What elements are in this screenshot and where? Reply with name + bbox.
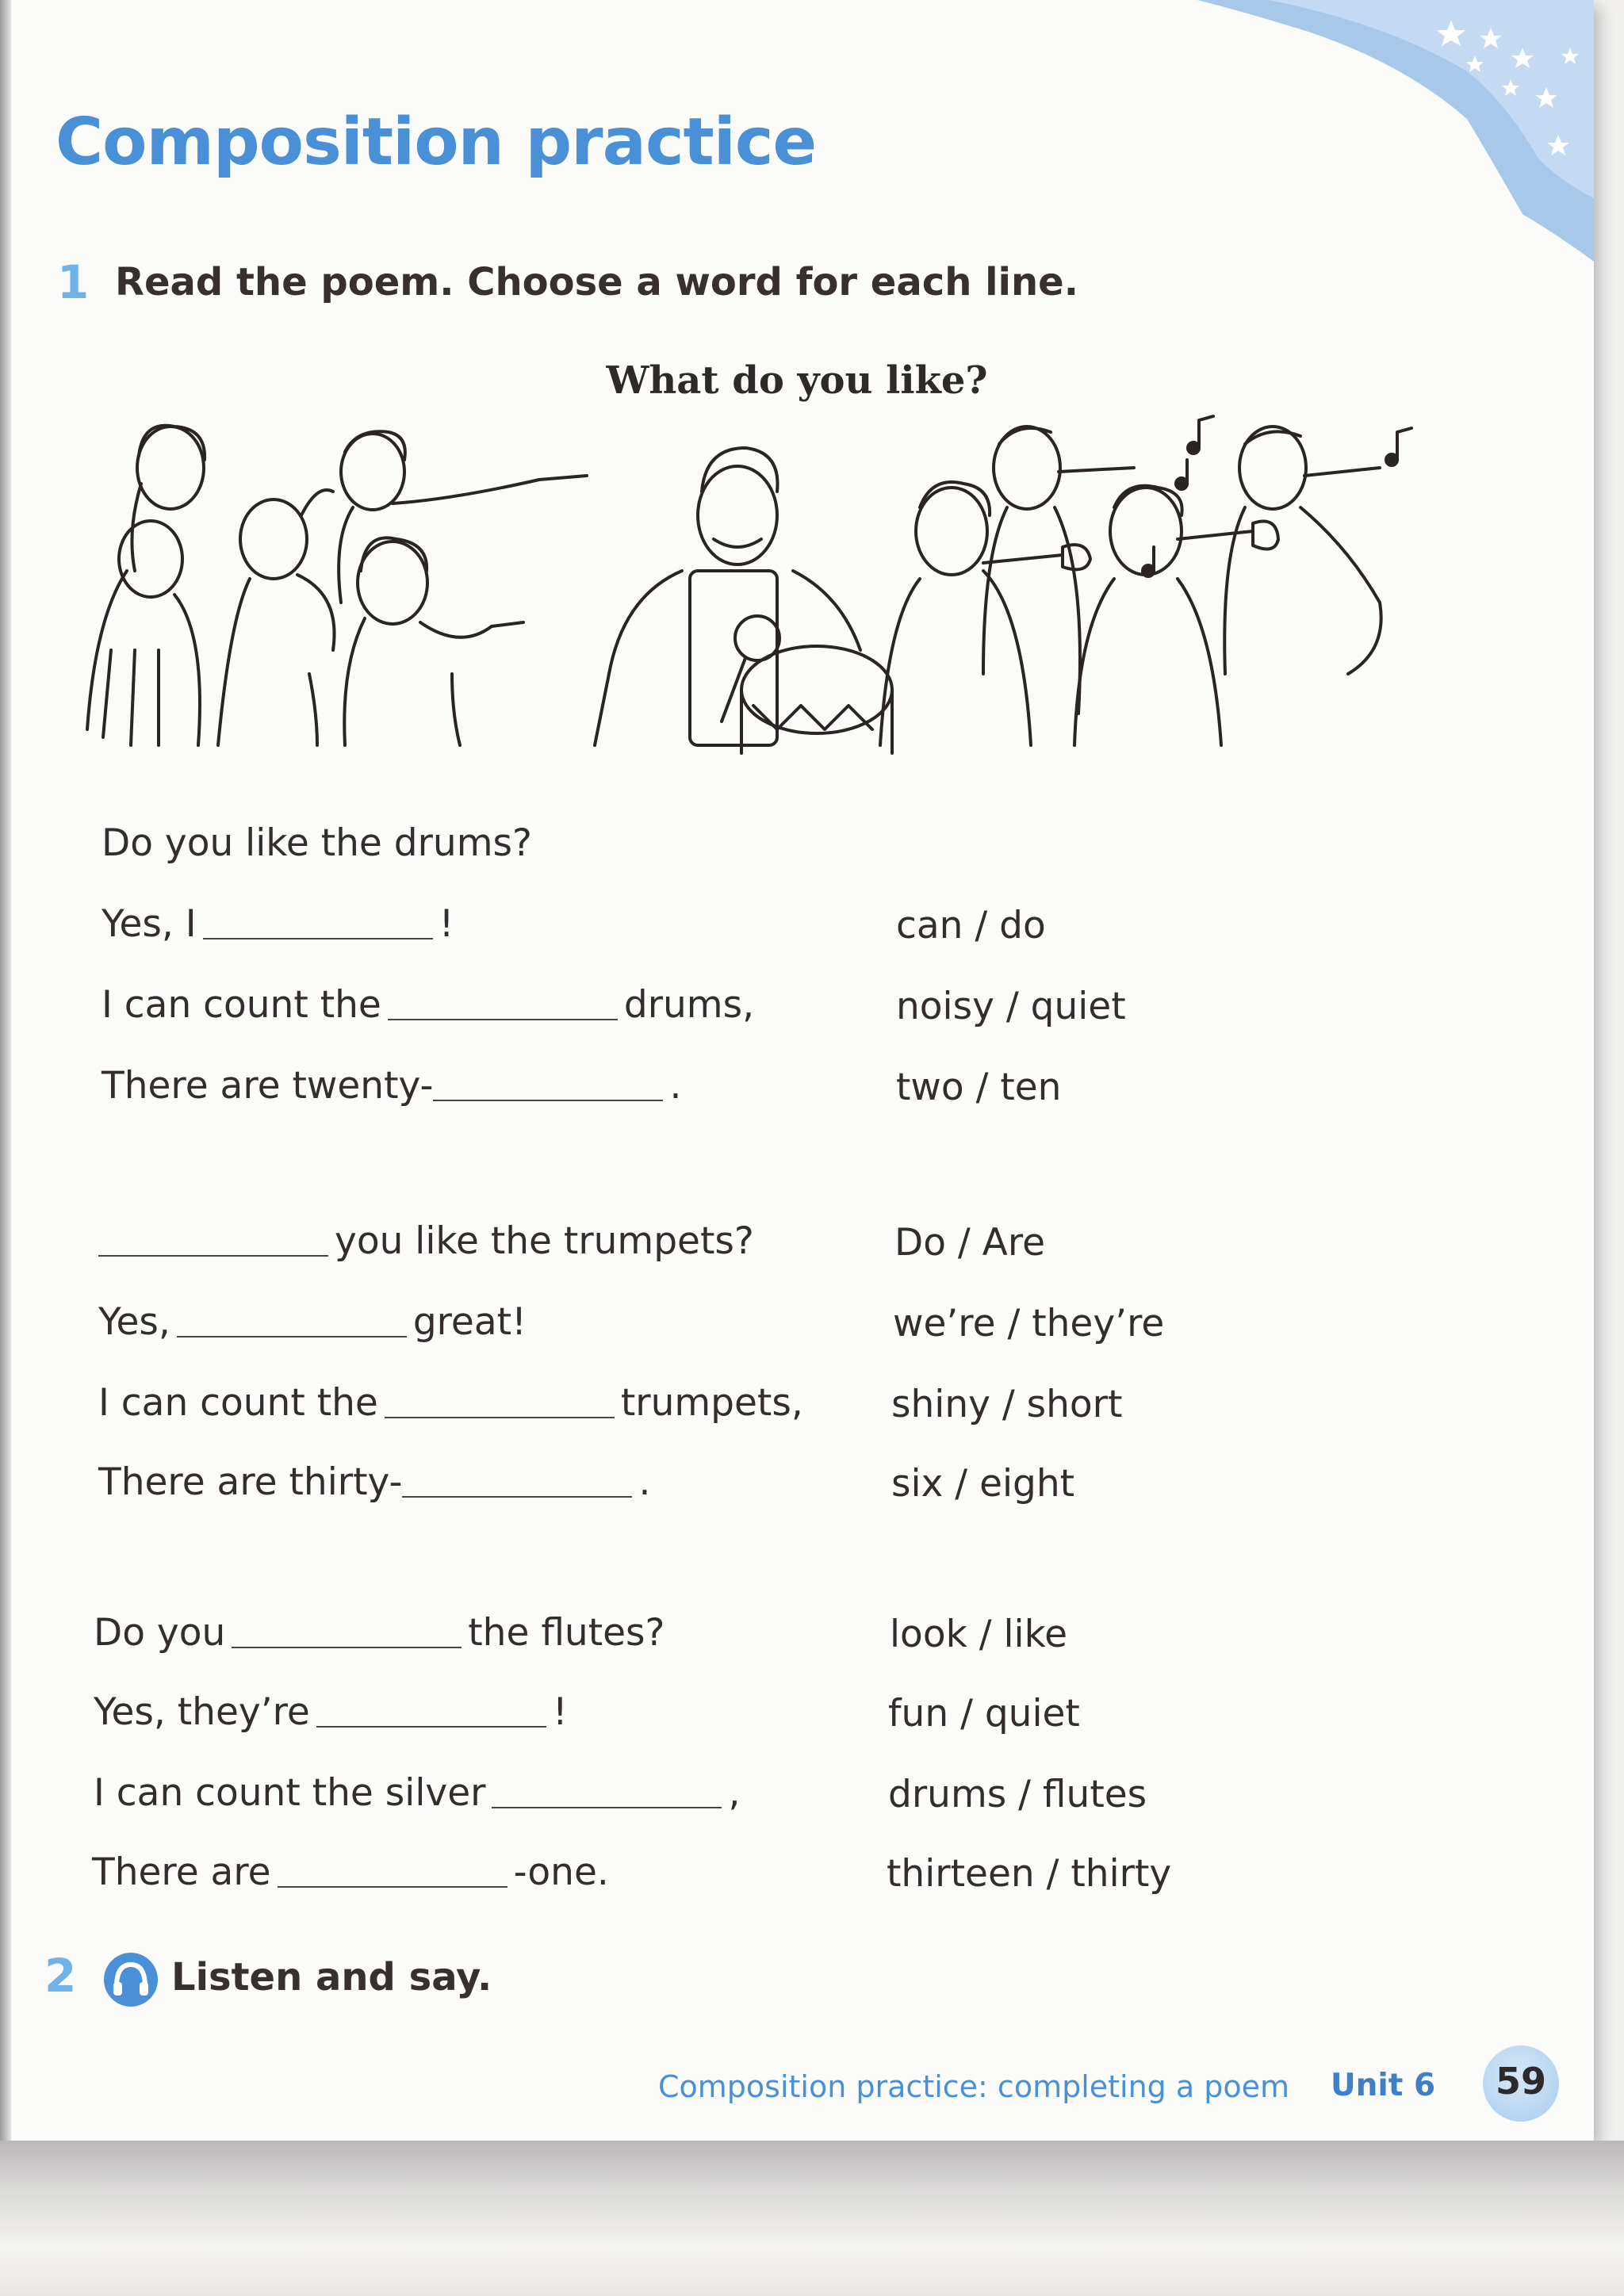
poem-line-3-1 <box>94 1611 665 1655</box>
answer-blank[interactable] <box>203 938 433 939</box>
word-option: shiny / short <box>891 1383 1123 1426</box>
answer-blank[interactable] <box>385 1417 615 1418</box>
page-binding <box>0 0 11 2141</box>
word-option: Do / Are <box>894 1221 1046 1265</box>
exercise-2-instruction: Listen and say. <box>171 1955 492 1999</box>
line-text: Yes, I <box>102 902 197 946</box>
page-title: Composition practice <box>56 105 817 180</box>
poem-line-2-1 <box>98 1219 754 1263</box>
line-text: ! <box>439 902 454 946</box>
word-option: look / like <box>890 1613 1068 1656</box>
poem-line-1-3 <box>102 983 754 1027</box>
line-text: Yes, <box>98 1300 170 1344</box>
poem-title: What do you like? <box>606 358 988 403</box>
children-group <box>87 426 587 745</box>
answer-blank[interactable] <box>402 1496 632 1498</box>
poem-line-2-2 <box>98 1300 527 1344</box>
poem-line-2-4 <box>98 1460 650 1504</box>
line-text: Yes, they’re <box>94 1690 310 1734</box>
poem-line-1-2 <box>102 902 454 946</box>
line-text: There are <box>92 1850 271 1894</box>
music-notes <box>1143 416 1411 576</box>
poem-line-3-4 <box>92 1850 609 1894</box>
word-option: noisy / quiet <box>896 985 1126 1028</box>
exercise-1-instruction: Read the poem. Choose a word for each line. <box>115 260 1078 304</box>
word-option: two / ten <box>896 1066 1062 1109</box>
line-text: , <box>728 1771 741 1815</box>
answer-blank[interactable] <box>278 1886 508 1888</box>
line-text: trumpets, <box>620 1381 803 1425</box>
line-text: drums, <box>623 983 755 1027</box>
line-text: There are twenty- <box>102 1064 434 1108</box>
answer-blank[interactable] <box>232 1647 462 1648</box>
word-option: can / do <box>896 904 1046 947</box>
line-text: I can count the silver <box>94 1771 486 1815</box>
star-corner-decoration <box>1150 0 1594 262</box>
poem-line-3-3 <box>94 1771 740 1815</box>
answer-blank[interactable] <box>98 1255 328 1257</box>
word-option: thirteen / thirty <box>887 1852 1172 1896</box>
line-text: . <box>638 1460 651 1504</box>
line-text: There are thirty- <box>98 1460 403 1504</box>
page-number: 59 <box>1495 2060 1546 2103</box>
poem-line-1-1 <box>102 821 532 865</box>
answer-blank[interactable] <box>388 1019 618 1020</box>
line-text: I can count the <box>102 983 381 1027</box>
answer-blank[interactable] <box>177 1336 407 1337</box>
answer-blank[interactable] <box>433 1100 663 1101</box>
exercise-2-number: 2 <box>44 1949 77 2003</box>
line-text: -one. <box>513 1850 609 1894</box>
footer-unit-label: Unit 6 <box>1331 2068 1436 2103</box>
word-option: fun / quiet <box>888 1692 1080 1735</box>
line-text: I can count the <box>98 1381 378 1425</box>
headphones-icon[interactable] <box>103 1952 159 2007</box>
poem-line-3-2 <box>94 1690 568 1734</box>
footer-caption: Composition practice: completing a poem <box>658 2069 1290 2104</box>
line-text: ! <box>552 1690 568 1734</box>
word-option: six / eight <box>891 1462 1075 1506</box>
line-text: great! <box>412 1300 527 1344</box>
answer-blank[interactable] <box>316 1726 546 1728</box>
trumpet-players <box>880 427 1381 745</box>
exercise-1-number: 1 <box>57 255 90 309</box>
answer-blank[interactable] <box>492 1807 722 1808</box>
poem-line-1-4 <box>102 1064 681 1108</box>
poem-line-2-3 <box>98 1381 803 1425</box>
word-option: we’re / they’re <box>893 1302 1165 1345</box>
drummer <box>595 448 892 753</box>
band-illustration <box>79 412 1467 785</box>
line-text: you like the trumpets? <box>335 1219 754 1263</box>
line-text: Do you <box>94 1611 226 1655</box>
line-text: . <box>669 1064 682 1108</box>
line-text: Do you like the drums? <box>102 821 532 865</box>
line-text: the flutes? <box>468 1611 665 1655</box>
scan-bottom-shadow <box>0 2141 1624 2296</box>
word-option: drums / flutes <box>888 1773 1147 1816</box>
